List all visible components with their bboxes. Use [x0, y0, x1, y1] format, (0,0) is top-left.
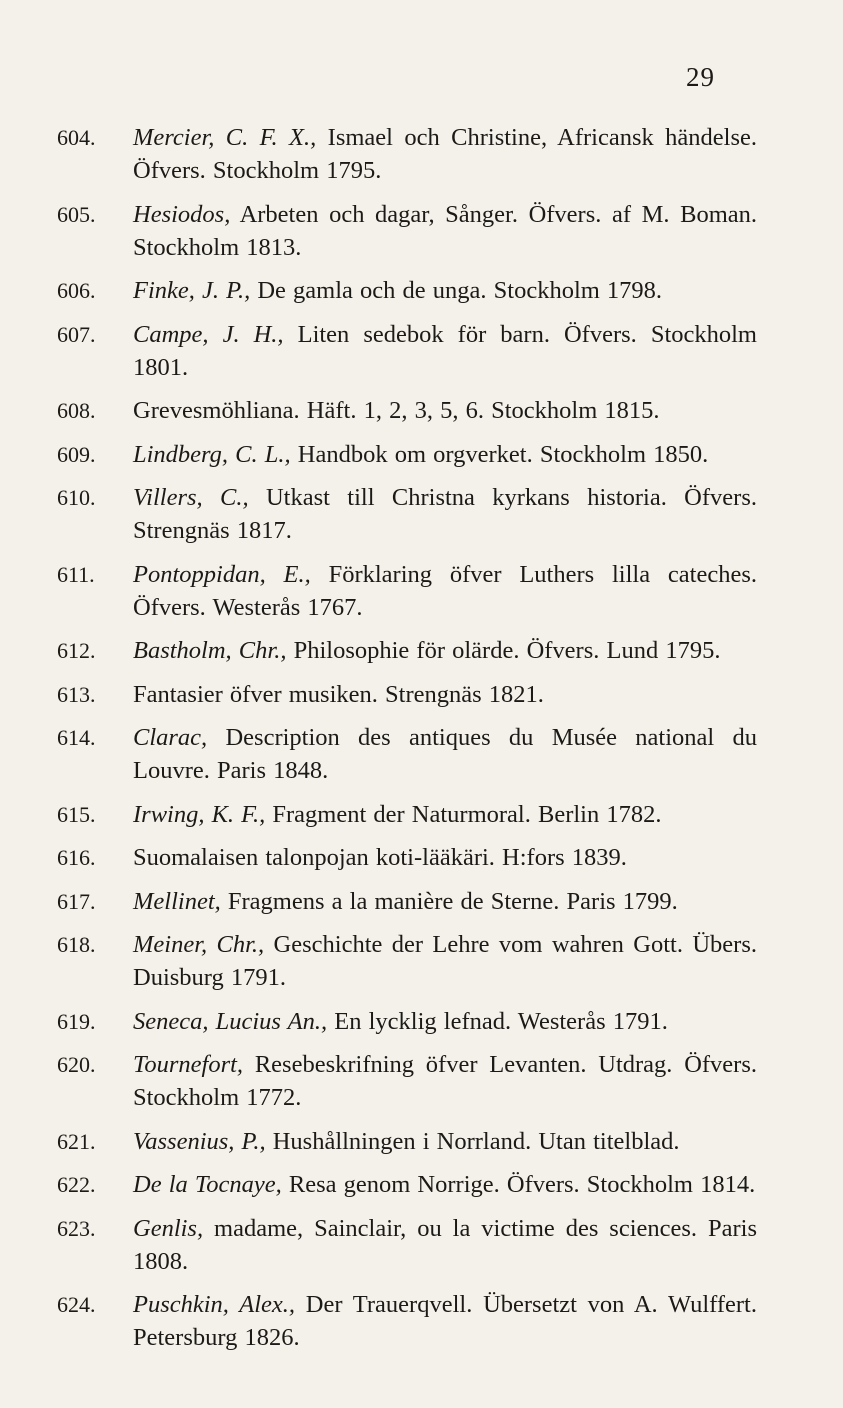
entry-number: 613. — [57, 681, 96, 707]
entry-text: Handbok om orgverket. Stockholm 1850. — [290, 440, 709, 468]
catalogue-entry — [57, 721, 757, 787]
catalogue-entry — [57, 121, 757, 187]
catalogue-entry — [57, 198, 757, 264]
entry-author: Hesiodos, — [133, 200, 231, 228]
entry-text: De gamla och de unga. Stockholm 1798. — [250, 277, 663, 304]
entry-text: Ismael och Christine, Africansk händelse. Öfvers. Stockholm 1795. — [133, 124, 757, 184]
entry-text: Fantasier öfver musiken. Strengnäs 1821. — [133, 680, 544, 708]
entry-text: En lycklig lefnad. Westerås 1791. — [327, 1007, 668, 1035]
entry-text: Liten sedebok för barn. Öfvers. Stockholm 1801. — [133, 320, 757, 381]
entry-number: 617. — [57, 888, 96, 914]
catalogue-entry — [57, 438, 757, 471]
catalogue-entry — [57, 394, 757, 427]
entry-number: 616. — [57, 845, 96, 870]
entry-text: Philosophie för olärde. Öfvers. Lund 1795. — [286, 637, 721, 664]
entry-text: Fragmens a la manière de Sterne. Paris 1799. — [220, 887, 678, 915]
entry-number: 615. — [57, 801, 96, 827]
catalogue-entry — [57, 1288, 757, 1354]
entry-author: Villers, C., — [133, 484, 249, 511]
catalogue-entry — [57, 1005, 757, 1038]
catalogue-entry — [57, 1125, 757, 1158]
catalogue-entry — [57, 558, 757, 624]
entry-number: 606. — [57, 278, 96, 303]
catalogue-entry — [57, 481, 757, 547]
entry-author: Bastholm, Chr., — [133, 637, 287, 664]
entry-number: 607. — [57, 321, 96, 347]
catalogue-entry — [57, 318, 757, 384]
catalogue-entry — [57, 928, 757, 994]
entry-text: Description des antiques du Musée national du Louvre. Paris 1848. — [133, 724, 757, 784]
entry-text: madame, Sainclair, ou la victime des sciences. Paris 1808. — [133, 1214, 757, 1275]
entry-text: Resa genom Norrige. Öfvers. Stockholm 1814. — [281, 1171, 756, 1198]
catalogue-entry — [57, 1212, 757, 1278]
catalogue-entry — [57, 1168, 757, 1201]
entry-number: 618. — [57, 932, 96, 957]
entry-number: 619. — [57, 1008, 96, 1034]
entry-author: Irwing, K. F., — [133, 800, 266, 828]
catalogue-entry — [57, 798, 757, 831]
entry-author: Meiner, Chr., — [133, 931, 265, 958]
entry-author: Mercier, C. F. X., — [133, 124, 317, 151]
entry-text: Suomalaisen talonpojan koti-lääkäri. H:fors 1839. — [133, 844, 627, 871]
entry-number: 620. — [57, 1052, 96, 1077]
entry-text: Der Trauerqvell. Übersetzt von A. Wulffert. Petersburg 1826. — [133, 1291, 757, 1351]
entry-text: Förklaring öfver Luthers lilla cateches. Öfvers. Westerås 1767. — [133, 560, 758, 621]
entry-author: Pontoppidan, E., — [133, 560, 311, 588]
entry-number: 611. — [57, 561, 95, 587]
entry-text: Arbeten och dagar, Sånger. Öfvers. af M. Boman. Stockholm 1813. — [133, 200, 757, 261]
entry-number: 624. — [57, 1292, 96, 1317]
entry-number: 604. — [57, 125, 96, 150]
entry-author: Mellinet, — [133, 887, 221, 915]
entry-author: Seneca, Lucius An., — [133, 1007, 328, 1035]
catalogue-entry — [57, 1048, 757, 1114]
entry-number: 622. — [57, 1172, 96, 1197]
entry-number: 623. — [57, 1215, 96, 1241]
entry-number: 621. — [57, 1128, 96, 1154]
entry-author: Campe, J. H., — [133, 320, 284, 348]
entry-author: Lindberg, C. L., — [133, 440, 291, 468]
catalogue-entry — [57, 841, 757, 874]
entry-number: 614. — [57, 725, 96, 750]
entry-author: Puschkin, Alex., — [133, 1291, 296, 1318]
entry-number: 609. — [57, 441, 96, 467]
entry-number: 605. — [57, 201, 96, 227]
entry-author: Tournefort, — [133, 1051, 244, 1078]
entry-text: Grevesmöhliana. Häft. 1, 2, 3, 5, 6. Stockholm 1815. — [133, 397, 660, 424]
entry-author: Clarac, — [133, 724, 208, 751]
catalogue-entries — [57, 121, 757, 1365]
entry-text: Resebeskrifning öfver Levanten. Utdrag. Öfvers. Stockholm 1772. — [133, 1051, 757, 1111]
entry-text: Fragment der Naturmoral. Berlin 1782. — [265, 800, 662, 828]
entry-number: 608. — [57, 398, 96, 423]
entry-author: De la Tocnaye, — [133, 1171, 282, 1198]
entry-number: 612. — [57, 638, 96, 663]
catalogue-entry — [57, 274, 757, 307]
entry-text: Utkast till Christna kyrkans historia. Öfvers. Strengnäs 1817. — [133, 484, 757, 544]
entry-author: Genlis, — [133, 1214, 204, 1242]
entry-text: Hushållningen i Norrland. Utan titelblad. — [265, 1127, 680, 1155]
page-number: 29 — [686, 62, 715, 92]
catalogue-entry — [57, 634, 757, 667]
entry-number: 610. — [57, 485, 96, 510]
entry-text: Geschichte der Lehre vom wahren Gott. Übers. Duisburg 1791. — [133, 931, 757, 991]
entry-author: Vassenius, P., — [133, 1127, 266, 1155]
entry-author: Finke, J. P., — [133, 277, 251, 304]
catalogue-entry — [57, 885, 757, 918]
catalogue-entry — [57, 678, 757, 711]
